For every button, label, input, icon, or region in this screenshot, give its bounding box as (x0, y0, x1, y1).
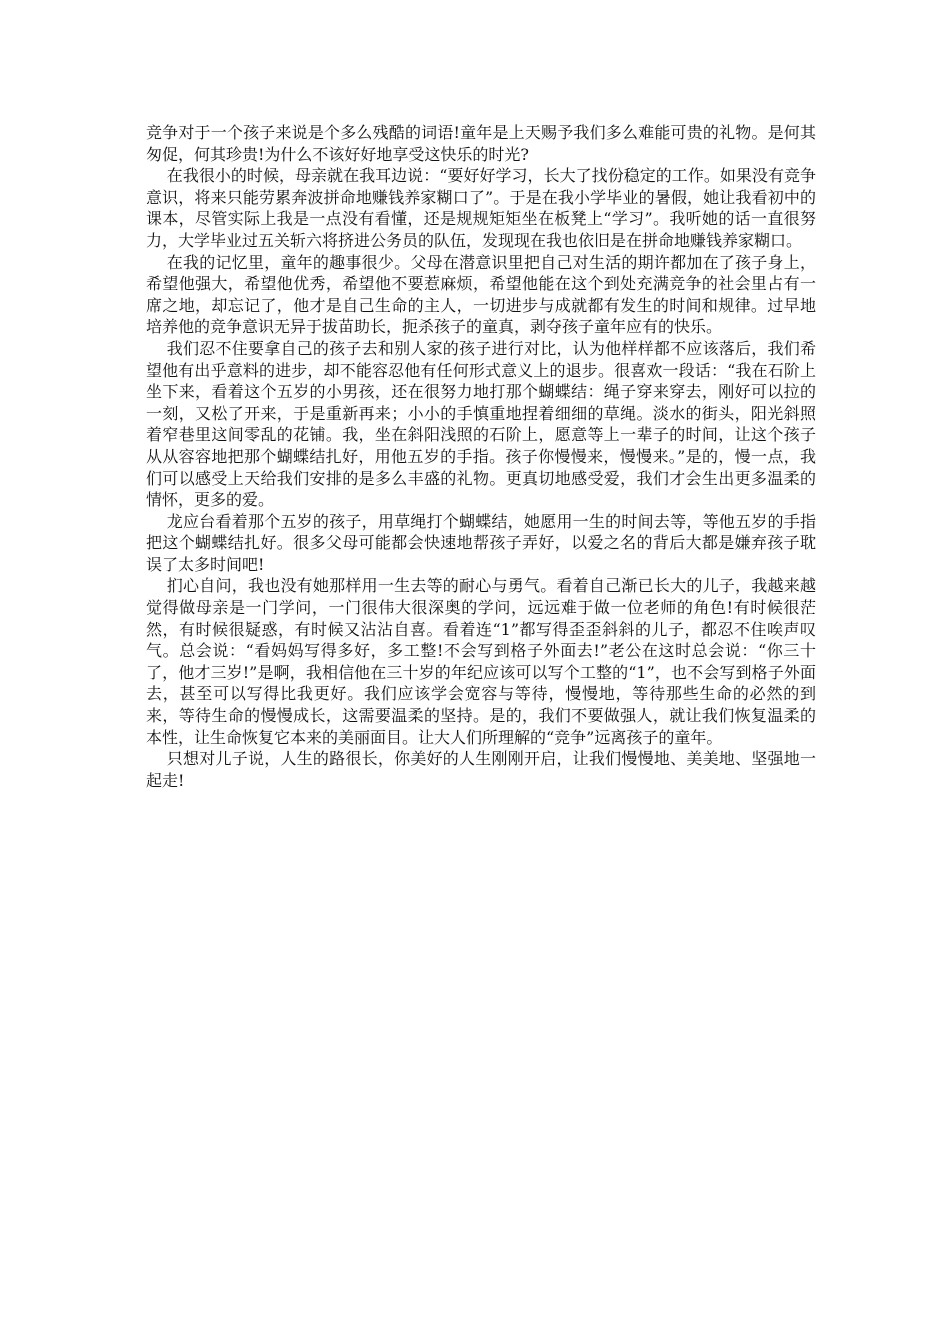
paragraph-5: 龙应台看着那个五岁的孩子，用草绳打个蝴蝶结，她愿用一生的时间去等，等他五岁的手指把这个蝴蝶结扎好。很多父母可能都会快速地帮孩子弄好，以爱之名的背后大都是嫌弃孩子耽误了太多时间吧! (146, 511, 816, 574)
paragraph-4: 我们忍不住要拿自己的孩子去和别人家的孩子进行对比，认为他样样都不应该落后，我们希望他有出乎意料的进步，却不能容忍他有任何形式意义上的退步。很喜欢一段话：“我在石阶上坐下来，看着这个五岁的小男孩，还在很努力地打那个蝴蝶结：绳子穿来穿去，刚好可以拉的一刻，又松了开来，于是重新再来；小小的手慎重地捏着细细的草绳。淡水的街头，阳光斜照着窄巷里这间零乱的花铺。我，坐在斜阳浅照的石阶上，愿意等上一辈子的时间，让这个孩子从从容容地把那个蝴蝶结扎好，用他五岁的手指。孩子你慢慢来，慢慢来。”是的，慢一点，我们可以感受上天给我们安排的是多么丰盛的礼物。更真切地感受爱，我们才会生出更多温柔的情怀，更多的爱。 (146, 338, 816, 510)
paragraph-7: 只想对儿子说，人生的路很长，你美好的人生刚刚开启，让我们慢慢地、美美地、坚强地一起走! (146, 749, 816, 790)
paragraph-2: 在我很小的时候，母亲就在我耳边说：“要好好学习，长大了找份稳定的工作。如果没有竞争意识，将来只能劳累奔波拼命地赚钱养家糊口了”。于是在我小学毕业的暑假，她让我看初中的课本，尽管实际上我是一点没有看懂，还是规规矩矩坐在板凳上“学习”。我听她的话一直很努力，大学毕业过五关斩六将挤进公务员的队伍，发现现在我也依旧是在拼命地赚钱养家糊口。 (146, 166, 816, 250)
paragraph-3: 在我的记忆里，童年的趣事很少。父母在潜意识里把自己对生活的期许都加在了孩子身上，希望他强大，希望他优秀，希望他不要惹麻烦，希望他能在这个到处充满竞争的社会里占有一席之地，却忘记了，他才是自己生命的主人，一切进步与成就都有发生的时间和规律。过早地培养他的竞争意识无异于拔苗助长，扼杀孩子的童真，剥夺孩子童年应有的快乐。 (146, 252, 816, 337)
paragraph-6: 扪心自问，我也没有她那样用一生去等的耐心与勇气。看着自己渐已长大的儿子，我越来越觉得做母亲是一门学问，一门很伟大很深奥的学问，远远难于做一位老师的角色!有时候很茫然，有时候很疑惑，有时候又沾沾自喜。看着连“1”都写得歪歪斜斜的儿子，都忍不住唉声叹气。总会说：“看妈妈写得多好，多工整!不会写到格子外面去!”老公在这时总会说：“你三十了，他才三岁!”是啊，我相信他在三十岁的年纪应该可以写个工整的“1”，也不会写到格子外面去，甚至可以写得比我更好。我们应该学会宽容与等待，慢慢地，等待那些生命的必然的到来，等待生命的慢慢成长，这需要温柔的坚持。是的，我们不要做强人，就让我们恢复温柔的本性，让生命恢复它本来的美丽面目。让大人们所理解的“竞争”远离孩子的童年。 (146, 576, 816, 747)
document-body (146, 122, 816, 791)
paragraph-1: 竞争对于一个孩子来说是个多么残酷的词语!童年是上天赐予我们多么难能可贵的礼物。是何其匆促，何其珍贵!为什么不该好好地享受这快乐的时光? (146, 123, 816, 164)
